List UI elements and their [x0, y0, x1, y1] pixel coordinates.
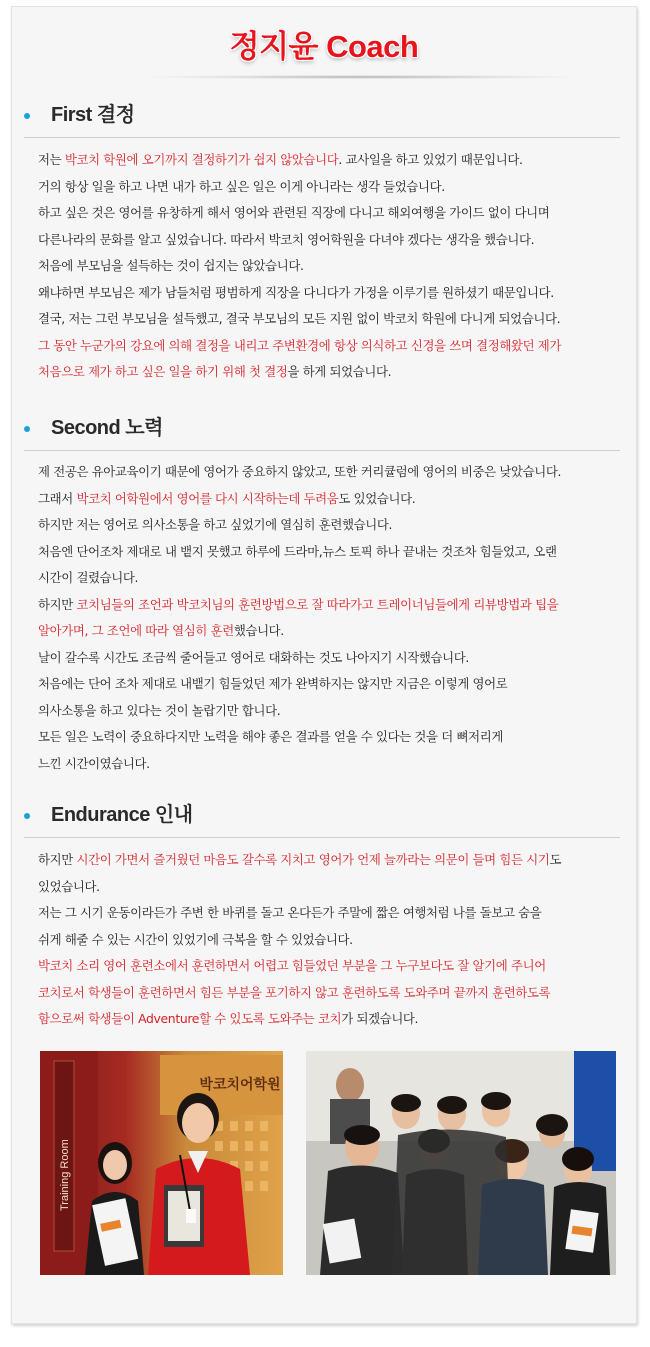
group-photo-right: [306, 1051, 616, 1275]
body-text: 결국, 저는 그런 부모님을 설득했고, 결국 부모님의 모든 지원 없이 박코치 학원에 다니게 되었습니다.: [38, 311, 561, 326]
text-line: [38, 359, 624, 386]
body-text: 느낀 시간이였습니다.: [38, 755, 150, 771]
page-title: 정지윤 Coach: [229, 29, 419, 64]
text-line: [38, 671, 624, 698]
text-line: [38, 459, 624, 486]
body-text: 제 전공은 유아교육이기 때문에 영어가 중요하지 않았고, 또한 커리큘럼에 영어의 비중은 낮았습니다.: [38, 464, 562, 479]
body-text: 하고 싶은 것은 영어를 유창하게 해서 영어와 관련된 직장에 다니고 해외여행을 가이드 없이 다니며: [38, 205, 550, 220]
text-line: [38, 486, 624, 513]
text-line: [38, 227, 624, 254]
body-text: 하지만 저는 영어로 의사소통을 하고 싶었기에 열심히 훈련했습니다.: [38, 517, 393, 532]
section-body-endurance: [38, 847, 624, 1033]
group-photo-illustration: [306, 1051, 616, 1275]
text-line: [38, 847, 624, 874]
text-line: [38, 927, 624, 954]
text-line: [38, 724, 624, 751]
text-line: [38, 698, 624, 725]
body-text: 있었습니다.: [38, 878, 100, 894]
highlight-text: 박코치 어학원에서 영어를 다시 시작하는데 두려움: [76, 490, 339, 506]
text-line: [38, 147, 624, 174]
section-title: Second 노력: [51, 417, 163, 439]
text-line: [38, 980, 624, 1007]
body-text: 그래서: [38, 490, 77, 506]
section-title: Endurance 인내: [51, 804, 193, 826]
section-body-second: [38, 459, 624, 777]
text-line: [38, 874, 624, 901]
body-text: 도 있었습니다.: [338, 490, 416, 506]
wall-sign: 박코치어학원: [199, 1077, 281, 1093]
text-line: [38, 751, 624, 778]
highlight-text: 코치님들의 조언과 박코치님의 훈련방법으로 잘 따라가고 트레이너님들에게 리뷰방법과 팁을: [76, 596, 559, 612]
section-title: First 결정: [51, 104, 135, 126]
highlight-text: 박코치 소리 영어 훈련소에서 훈련하면서 어렵고 힘들었던 부분을 그 누구보다도 잘 알기에 주니어: [38, 958, 546, 973]
body-text: 저는: [38, 152, 65, 167]
highlight-text: 시간이 가면서 즐거웠던 마음도 갈수록 지치고 영어가 언제 늘까라는 의문이 들며 힘든 시기: [76, 852, 550, 867]
section-header-second: [24, 414, 620, 451]
body-text: 도: [549, 852, 562, 867]
text-line: [38, 512, 624, 539]
body-text: 저는 그 시기 운동이라든가 주변 한 바퀴를 돌고 온다든가 주말에 짧은 여행처럼 나를 돌보고 숨을: [38, 905, 542, 920]
body-text: 시간이 걸렸습니다.: [38, 570, 139, 585]
text-line: [38, 253, 624, 280]
body-text: 왜냐하면 부모님은 제가 남들처럼 평범하게 직장을 다니다가 가정을 이루기를 원하셨기 때문입니다.: [38, 284, 554, 300]
body-text: 처음엔 단어조차 제대로 내 뱉지 못했고 하루에 드라마,뉴스 토픽 하나 끝내는 것조차 힘들었고, 오랜: [38, 543, 557, 559]
body-text: 처음에 부모님을 설득하는 것이 쉽지는 않았습니다.: [38, 258, 304, 273]
coach-photo-left: [40, 1051, 283, 1275]
text-line: [38, 592, 624, 619]
body-text: 쉬게 해줄 수 있는 시간이 있었기에 극복을 할 수 있었습니다.: [38, 931, 353, 947]
text-line: [38, 618, 624, 645]
text-line: [38, 200, 624, 227]
text-line: [38, 953, 624, 980]
section-body-first: [38, 147, 624, 386]
text-line: [38, 645, 624, 672]
highlight-text: 함으로써 학생들이 Adventure할 수 있도록 도와주는 코치: [38, 1011, 342, 1026]
highlight-text: 그 동안 누군가의 강요에 의해 결정을 내리고 주변환경에 항상 의식하고 신경을 쓰며 결정해왔던 제가: [38, 337, 562, 353]
body-text: . 교사일을 하고 있었기 때문입니다.: [338, 152, 523, 167]
bullet-icon: [24, 813, 30, 819]
door-sign: Training Room: [59, 1139, 71, 1211]
highlight-text: 박코치 학원에 오기까지 결정하기가 쉽지 않았습니다: [64, 152, 339, 167]
text-line: [38, 565, 624, 592]
text-line: [38, 539, 624, 566]
body-text: 날이 갈수록 시간도 조금씩 줄어들고 영어로 대화하는 것도 나아지기 시작했습니다.: [38, 649, 469, 665]
section-header-first: [24, 101, 620, 138]
bullet-icon: [24, 426, 30, 432]
body-text: 거의 항상 일을 하고 나면 내가 하고 싶은 일은 이게 아니라는 생각 들었습니다.: [38, 178, 445, 194]
highlight-text: 코치로서 학생들이 훈련하면서 힘든 부분을 포기하지 않고 훈련하도록 도와주며 끝까지 훈련하도록: [38, 984, 551, 1000]
text-line: [38, 333, 624, 360]
body-text: 을 하게 되었습니다.: [287, 364, 392, 379]
content-card: [11, 6, 637, 1324]
body-text: 가 되겠습니다.: [341, 1011, 419, 1026]
body-text: 하지만: [38, 852, 77, 867]
text-line: [38, 1006, 624, 1033]
text-line: [38, 900, 624, 927]
section-header-endurance: [24, 801, 620, 838]
title-divider: [152, 75, 572, 79]
bullet-icon: [24, 113, 30, 119]
text-line: [38, 306, 624, 333]
coach-photo-illustration: [40, 1051, 283, 1275]
body-text: 모든 일은 노력이 중요하다지만 노력을 해야 좋은 결과를 얻을 수 있다는 것을 더 뼈저리게: [38, 729, 503, 744]
body-text: 처음에는 단어 조차 제대로 내뱉기 힘들었던 제가 완벽하지는 않지만 지금은 이렇게 영어로: [38, 676, 508, 691]
body-text: 했습니다.: [233, 623, 284, 638]
body-text: 하지만: [38, 596, 77, 612]
text-line: [38, 174, 624, 201]
highlight-text: 알아가며, 그 조언에 따라 열심히 훈련: [38, 623, 234, 638]
body-text: 다른나라의 문화를 알고 싶었습니다. 따라서 박코치 영어학원을 다녀야 겠다는 생각을 했습니다.: [38, 231, 535, 247]
text-line: [38, 280, 624, 307]
body-text: 의사소통을 하고 있다는 것이 놀랍기만 합니다.: [38, 702, 281, 718]
highlight-text: 처음으로 제가 하고 싶은 일을 하기 위해 첫 결정: [38, 364, 288, 379]
